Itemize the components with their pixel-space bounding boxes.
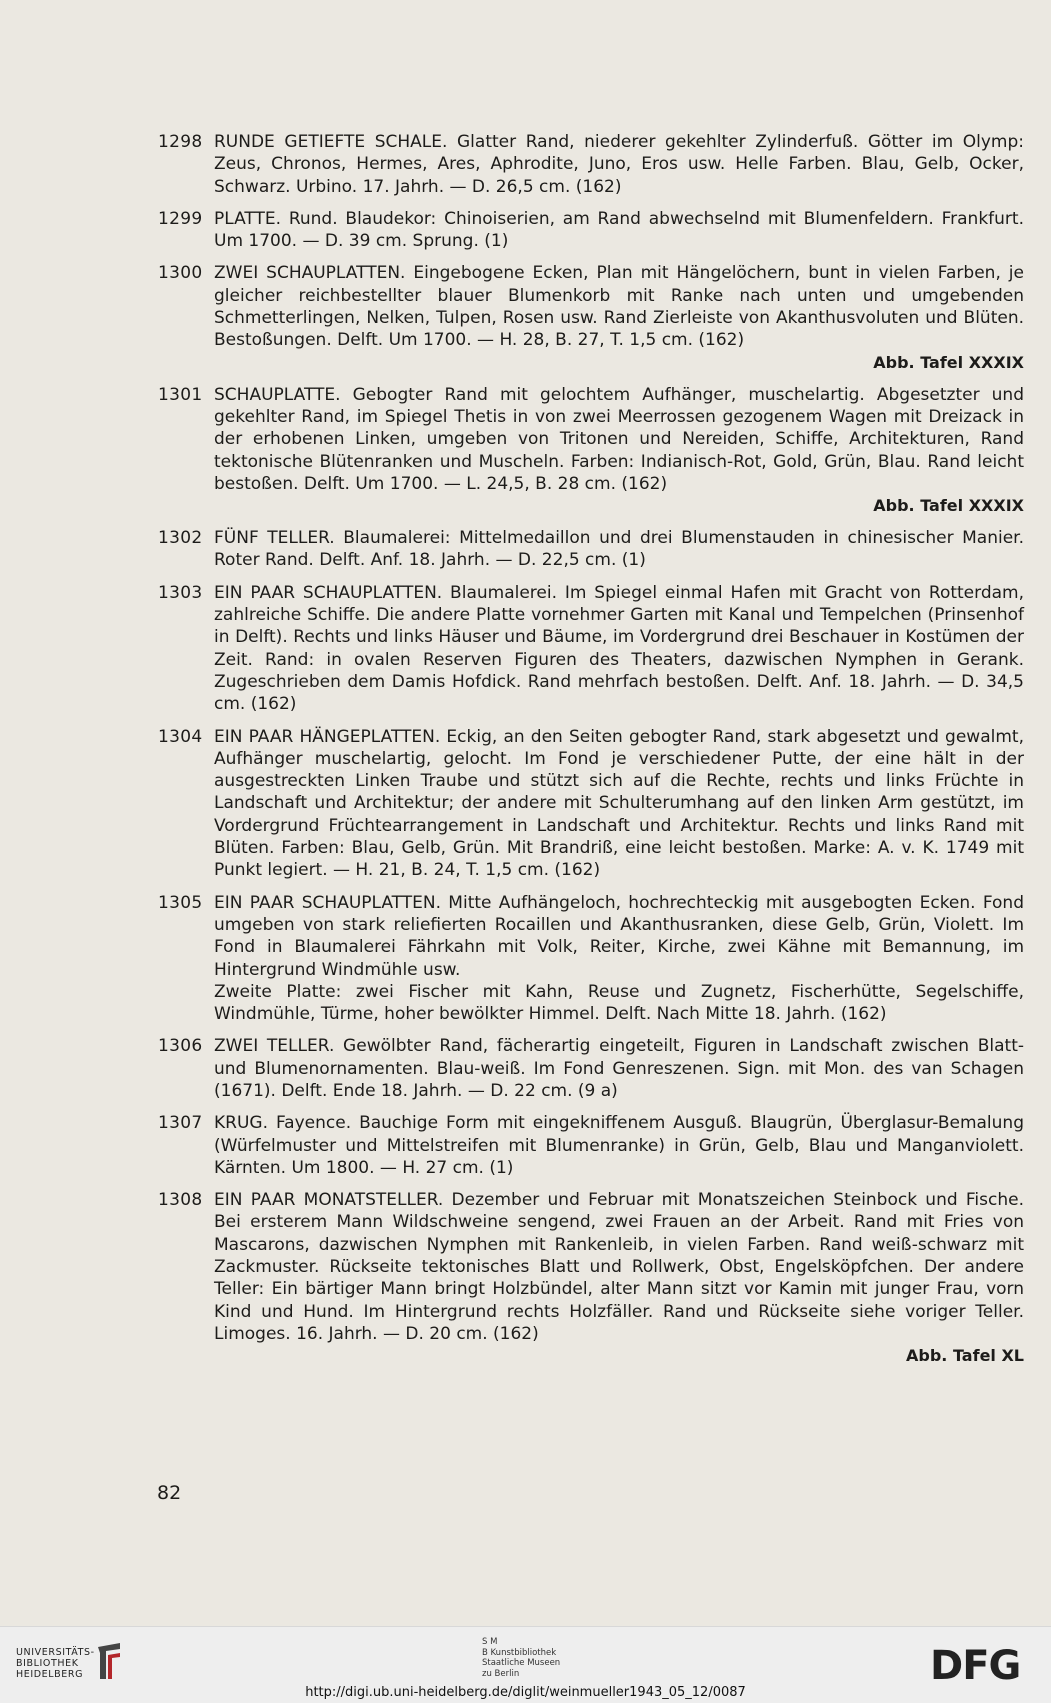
entry-text [214, 131, 1024, 198]
entry-1306 [158, 1035, 1024, 1102]
entry-text [214, 1189, 1024, 1367]
entry-1300 [158, 262, 1024, 373]
logo-text-line: Staatliche Museen [482, 1658, 561, 1668]
entry-description: EIN PAAR SCHAUPLATTEN. Mitte Aufhängeloch, hochrechteckig mit ausgebogten Ecken. Fond umgeben von stark reliefierten Rocaillen und Akanthusranken, diese Gelb, Grün, Violett. Im Fond in Blaumalerei Fährkahn mit Volk, Reiter, Kirche, zwei Kähne mit Bemannung, im Hintergrund Windmühle usw. [214, 892, 1024, 980]
plate-reference: Abb. Tafel XXXIX [873, 496, 1024, 516]
logo-text-line: zu Berlin [482, 1668, 520, 1679]
entry-text [214, 892, 1024, 1026]
entry-number: 1307 [158, 1113, 203, 1134]
entry-text [214, 262, 1024, 373]
entry-number: 1302 [158, 528, 203, 549]
entry-1304 [158, 726, 1024, 882]
entry-text [214, 527, 1024, 572]
entry-number: 1300 [158, 263, 203, 284]
entry-text [214, 208, 1024, 253]
page-number: 82 [157, 1482, 182, 1504]
entry-1299 [158, 208, 1024, 253]
entry-text [214, 582, 1024, 716]
heidelberg-library-logo[interactable] [16, 1647, 95, 1680]
entry-continuation: Zweite Platte: zwei Fischer mit Kahn, Reuse und Zugnetz, Fischerhütte, Segelschiffe, Windmühle, Türme, hoher bewölkter Himmel. Delft. Nach Mitte 18. Jahrh. (162) [214, 981, 1024, 1025]
plate-reference: Abb. Tafel XXXIX [873, 352, 1024, 372]
entry-number: 1301 [158, 384, 203, 405]
logo-text-line: S M [482, 1637, 498, 1647]
entry-description: ZWEI TELLER. Gewölbter Rand, fächerartig eingeteilt, Figuren in Landschaft zwischen Blatt- und Blumenornamenten. Blau-weiß. Im Fond Genreszenen. Sign. mit Mon. des van Schagen (1671). Delft. Ende 18. Jahrh. — D. 22 cm. (9 a) [214, 1036, 1024, 1101]
heidelberg-emblem-icon [94, 1641, 124, 1685]
entry-description: EIN PAAR HÄNGEPLATTEN. Eckig, an den Seiten gebogter Rand, stark abgesetzt und gewalmt, Aufhänger muschelartig, gelocht. Im Fond je verschiedener Putte, der eine hält in der ausgestreckten Linken Traube und stützt sich auf die Rechte, rechts und links Früchte in Landschaft und Architektur; der andere mit Schulterumhang auf den linken Arm gestützt, im Vordergrund Früchtearrangement in Landschaft und Architektur. Rechts und links Rand mit Blüten. Farben: Blau, Gelb, Grün. Mit Brandriß, eine leicht bestoßen. Marke: A. v. K. 1749 mit Punkt legiert. — H. 21, B. 24, T. 1,5 cm. (162) [214, 726, 1024, 881]
entry-text [214, 1035, 1024, 1102]
logo-text-line: BIBLIOTHEK [16, 1658, 79, 1669]
plate-reference: Abb. Tafel XL [906, 1346, 1024, 1366]
logo-text-line: UNIVERSITÄTS- [16, 1647, 95, 1658]
logo-text-line: B Kunstbibliothek [482, 1647, 557, 1658]
entry-1307 [158, 1112, 1024, 1179]
entry-description: ZWEI SCHAUPLATTEN. Eingebogene Ecken, Plan mit Hängelöchern, bunt in vielen Farben, je gleicher reichbestellter blauer Blumenkorb mit Ranke nach unten und umgebenden Schmetterlingen, Nelken, Tulpen, Rosen usw. Rand Zierleiste von Akanthusvoluten und Blüten. Bestoßungen. Delft. Um 1700. — H. 28, B. 27, T. 1,5 cm. (162) [214, 263, 1024, 351]
entry-number: 1306 [158, 1036, 203, 1057]
entry-description: KRUG. Fayence. Bauchige Form mit eingekniffenem Ausguß. Blaugrün, Überglasur-Bemalung (Würfelmuster und Mittelstreifen mit Blumenranke) in Grün, Gelb, Blau und Manganviolett. Kärnten. Um 1800. — H. 27 cm. (1) [214, 1113, 1024, 1178]
entry-number: 1298 [158, 132, 203, 152]
entry-number: 1303 [158, 582, 203, 603]
entry-description: FÜNF TELLER. Blaumalerei: Mittelmedaillon und drei Blumenstauden in chinesischer Manier. Roter Rand. Delft. Anf. 18. Jahrh. — D. 22,5 cm. (1) [214, 528, 1024, 571]
source-url-link[interactable]: http://digi.ub.uni-heidelberg.de/diglit/weinmueller1943_05_12/0087 [305, 1685, 746, 1700]
entry-description: EIN PAAR SCHAUPLATTEN. Blaumalerei. Im Spiegel einmal Hafen mit Gracht von Rotterdam, zahlreiche Schiffe. Die andere Platte vornehmer Garten mit Kanal und Tempelchen (Prinsenhof in Delft). Rechts und links Häuser und Bäume, im Vordergrund drei Beschauer in Kostümen der Zeit. Rand: in ovalen Reserven Figuren des Theaters, dazwischen Nymphen in Gerank. Zugeschrieben dem Damis Hofdick. Rand mehrfach bestoßen. Delft. Anf. 18. Jahrh. — D. 34,5 cm. (162) [214, 582, 1024, 715]
entry-number: 1305 [158, 892, 203, 913]
entry-text [214, 726, 1024, 882]
entry-number: 1304 [158, 726, 203, 747]
entry-description: SCHAUPLATTE. Gebogter Rand mit gelochtem Aufhänger, muschelartig. Abgesetzter und gekehlter Rand, im Spiegel Thetis in von zwei Meerrossen gezogenem Wagen mit Dreizack in der erhobenen Linken, umgeben von Tritonen und Nereiden, Schiffe, Architekturen, Rand tektonische Blütenranken und Muscheln. Farben: Indianisch-Rot, Gold, Grün, Blau. Rand leicht bestoßen. Delft. Um 1700. — L. 24,5, B. 28 cm. (162) [214, 384, 1024, 494]
entry-description: RUNDE GETIEFTE SCHALE. Glatter Rand, niederer gekehlter Zylinderfuß. Götter im Olymp: Zeus, Chronos, Hermes, Ares, Aphrodite, Juno, Eros usw. Helle Farben. Blau, Gelb, Ocker, Schwarz. Urbino. 17. Jahrh. — D. 26,5 cm. (162) [214, 132, 1024, 197]
entry-description: EIN PAAR MONATSTELLER. Dezember und Februar mit Monatszeichen Steinbock und Fische. Bei ersterem Mann Wildschweine sengend, zwei Frauen an der Arbeit. Rand mit Fries von Mascarons, dazwischen Nymphen mit Rankenleib, in vielen Farben. Rand weiß-schwarz mit Zackmuster. Rückseite tektonisches Blatt und Rollwerk, Obst, Engelsköpfchen. Der andere Teller: Ein bärtiger Mann bringt Holzbündel, alter Mann sitzt vor Kamin mit junger Frau, vorn Kind und Hund. Im Hintergrund rechts Holzfäller. Rand und Rückseite siehe voriger Teller. Limoges. 16. Jahrh. — D. 20 cm. (162) [214, 1190, 1024, 1344]
entry-number: 1299 [158, 208, 203, 229]
entry-description: PLATTE. Rund. Blaudekor: Chinoiserien, am Rand abwechselnd mit Blumenfeldern. Frankfurt. Um 1700. — D. 39 cm. Sprung. (1) [214, 208, 1024, 252]
entry-1303 [158, 582, 1024, 716]
entry-text [214, 384, 1024, 517]
entry-1298 [158, 131, 1024, 198]
logo-text-line: HEIDELBERG [16, 1669, 84, 1680]
entry-1302 [158, 527, 1024, 572]
entry-1308 [158, 1189, 1024, 1367]
entry-text [214, 1112, 1024, 1179]
entry-list [158, 131, 1024, 1377]
entry-number: 1308 [158, 1190, 203, 1211]
smb-kunstbibliothek-logo[interactable] [482, 1637, 560, 1679]
entry-1305 [158, 892, 1024, 1026]
dfg-logo[interactable]: DFG [930, 1643, 1021, 1689]
entry-1301 [158, 384, 1024, 517]
digitization-footer [0, 1626, 1051, 1703]
